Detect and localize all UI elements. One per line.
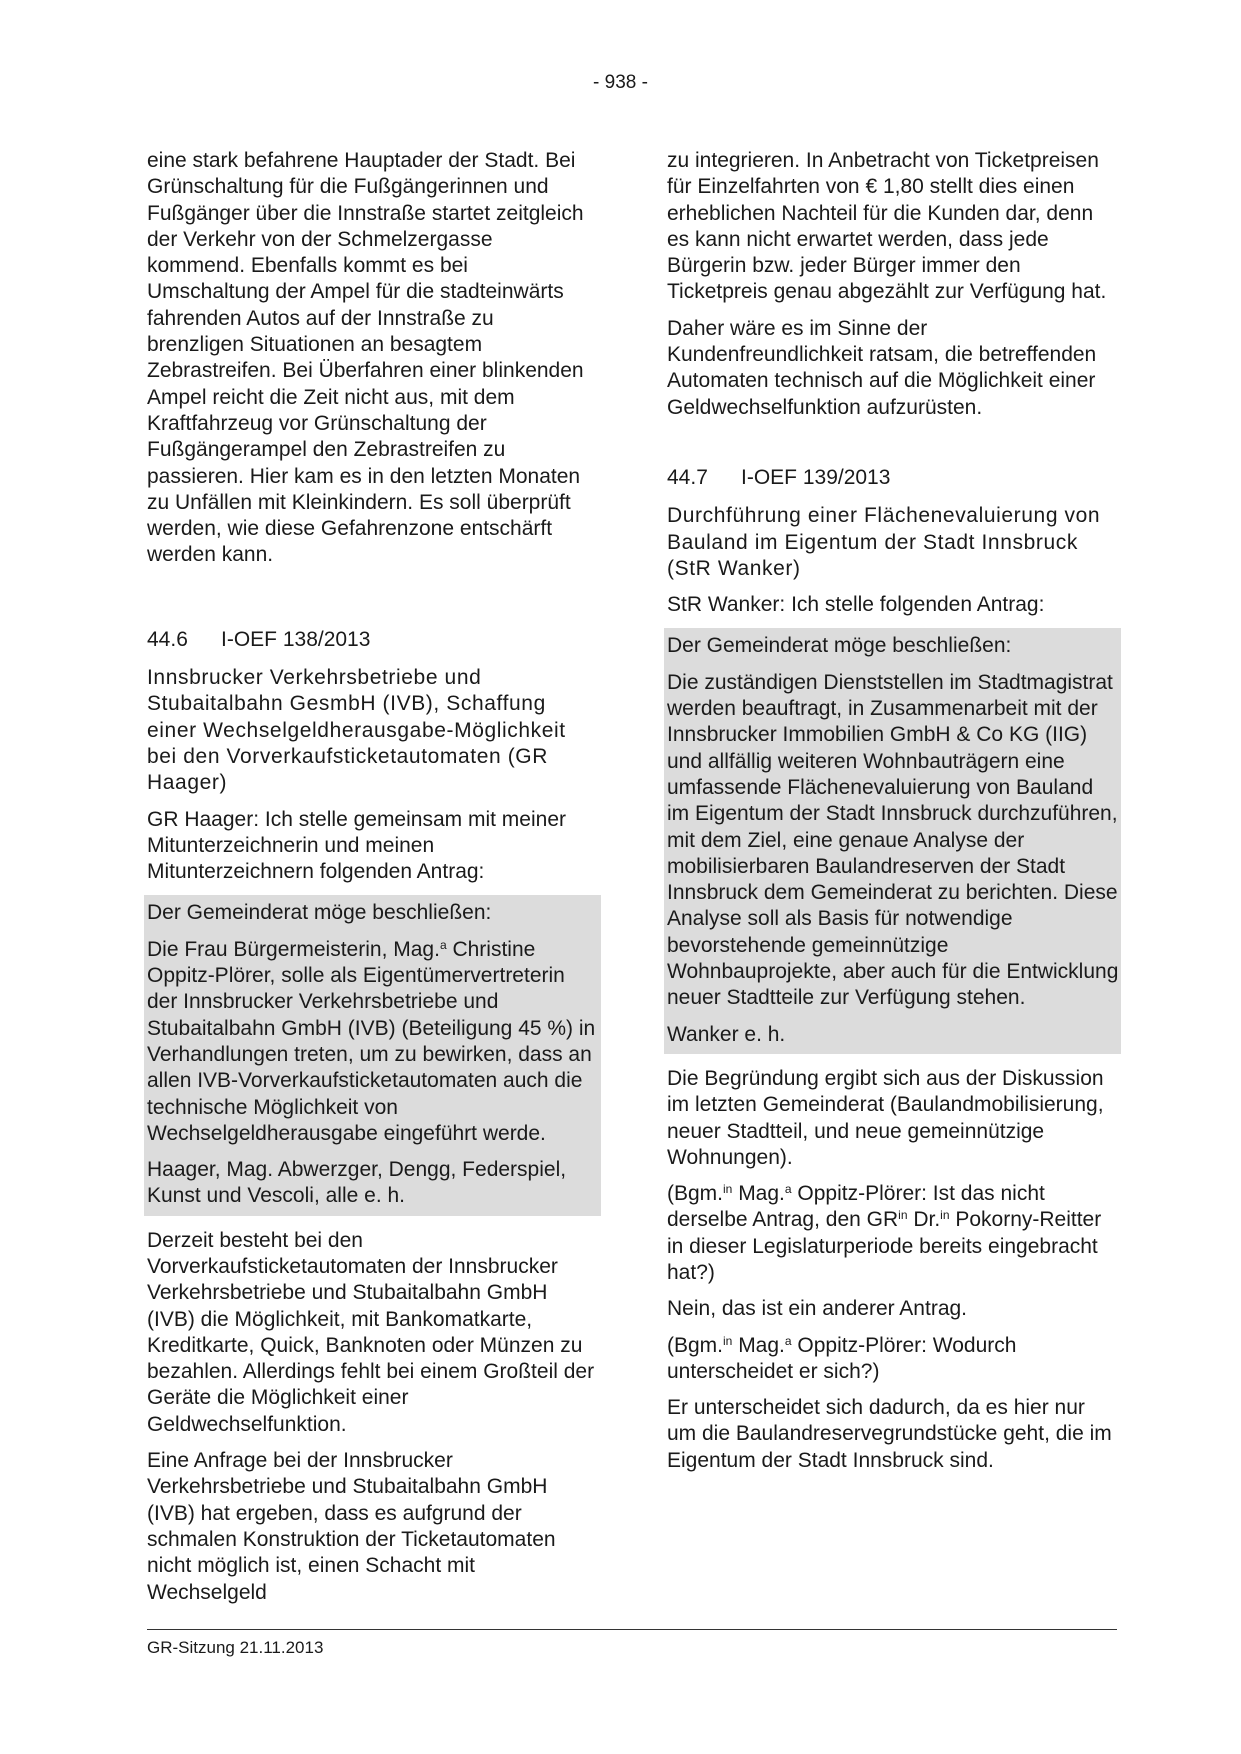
page-number: - 938 - (593, 72, 648, 93)
agenda-item-number: 44.7 (667, 465, 708, 489)
agenda-item-number: 44.6 (147, 627, 188, 651)
body-paragraph: Eine Anfrage bei der Innsbrucker Verkehrsbetriebe und Stubaitalbahn GmbH (IVB) hat ergeben, dass es aufgrund der schmalen Konstruktion der Ticketautomaten nicht möglich ist, einen Schacht mit Wechselgeld (147, 1449, 556, 1604)
motion-intro: StR Wanker: Ich stelle folgenden Antrag: (667, 593, 1045, 617)
agenda-item-code: I-OEF 139/2013 (741, 465, 891, 489)
agenda-item-code: I-OEF 138/2013 (221, 627, 371, 651)
motion-box-signatures: Wanker e. h. (667, 1022, 786, 1046)
motion-box-heading: Der Gemeinderat möge beschließen: (147, 901, 492, 925)
agenda-item-title: Durchführung einer Flächenevaluierung von Bauland im Eigentum der Stadt Innsbruck (StR Wanker) (667, 504, 1101, 580)
question-paragraph: (Bgm.$^{in}$ Mag.$^a$ Oppitz-Plörer: Ist das nicht derselbe Antrag, den $GR^{in}$ Dr.$^{in}$ Pokorny-Reitter in dieser Legislaturperiode bereits eingebracht hat?) (667, 1182, 1102, 1284)
motion-intro: GR Haager: Ich stelle gemeinsam mit meiner Mitunterzeichnerin und meinen Mitunterzeichnern folgenden Antrag: (147, 807, 566, 884)
motion-box-text: Die zuständigen Dienststellen im Stadtmagistrat werden beauftragt, in Zusammenarbeit mit der Innsbrucker Immobilien GmbH & Co KG (IIG) und allfällig weiteren Wohnbauträgern eine umfassende Flächenevaluierung von Bauland im Eigentum der Stadt Innsbruck durchzuführen, mit dem Ziel, eine genaue Analyse der mobilisierbaren Baulandreserven der Stadt Innsbruck dem Gemeinderat zu berichten. Diese Analyse soll als Basis für notwendige bevorstehende gemeinnützige Wohnbauprojekte, aber auch für die Entwicklung neuer Stadtteile zur Verfügung stehen. (667, 670, 1119, 1010)
motion-box-heading: Der Gemeinderat möge beschließen: (667, 634, 1012, 658)
motion-box (664, 628, 1121, 1053)
body-paragraph: Daher wäre es im Sinne der Kundenfreundlichkeit ratsam, die betreffenden Automaten technisch auf die Möglichkeit einer Geldwechselfunktion aufzurüsten. (667, 316, 1097, 419)
intro-paragraph: eine stark befahrene Hauptader der Stadt. Bei Grünschaltung für die Fußgängerinnen und Fußgänger über die Innstraße startet zeitgleich der Verkehr von der Schmelzergasse kommend. Ebenfalls kommt es bei Umschaltung der Ampel für die stadteinwärts fahrenden Autos auf der Innstraße zu brenzligen Situationen an besagtem Zebrastreifen. Bei Überfahren einer blinkenden Ampel reicht die Zeit nicht aus, mit dem Kraftfahrzeug vor Grünschaltung der Fußgängerampel den Zebrastreifen zu passieren. Hier kam es in den letzten Monaten zu Unfällen mit Kleinkindern. Es soll überprüft werden, wie diese Gefahrenzone entschärft werden kann. (147, 149, 584, 567)
left-column (147, 148, 595, 1616)
agenda-item-title: Innsbrucker Verkehrsbetriebe und Stubaitalbahn GesmbH (IVB), Schaffung einer Wechselgeldherausgabe-Möglichkeit bei den Vorverkaufsticketautomaten (GR Haager) (147, 666, 566, 795)
right-column (667, 148, 1119, 1484)
answer-paragraph: Nein, das ist ein anderer Antrag. (667, 1297, 968, 1321)
footer-text: GR-Sitzung 21.11.2013 (147, 1638, 324, 1657)
agenda-item-header (667, 465, 1115, 491)
motion-box-signatures: Haager, Mag. Abwerzger, Dengg, Federspiel, Kunst und Vescoli, alle e. h. (147, 1158, 567, 1208)
agenda-item-header (147, 627, 595, 653)
motion-box-text: Die Frau Bürgermeisterin, Mag.$^a$ Christine Oppitz-Plörer, solle als Eigentümervertreterin der Innsbrucker Verkehrsbetriebe und Stubaitalbahn GmbH (IVB) (Beteiligung 45 %) in Verhandlungen treten, um zu bewirken, dass an allen IVB-Vorverkaufsticketautomaten auch die technische Möglichkeit von Wechselgeldherausgabe eingeführt werde. (147, 937, 596, 1145)
motion-box (144, 895, 601, 1215)
answer-paragraph: Er unterscheidet sich dadurch, da es hier nur um die Baulandreservegrundstücke geht, die im Eigentum der Stadt Innsbruck sind. (667, 1396, 1112, 1472)
question-paragraph: (Bgm.$^{in}$ Mag.$^a$ Oppitz-Plörer: Wodurch unterscheidet er sich?) (667, 1333, 1017, 1383)
body-paragraph: zu integrieren. In Anbetracht von Ticketpreisen für Einzelfahrten von € 1,80 stellt dies einen erheblichen Nachteil für die Kunden dar, denn es kann nicht erwartet werden, dass jede Bürgerin bzw. jeder Bürger immer den Ticketpreis genau abgezählt zur Verfügung hat. (667, 149, 1107, 304)
footer-divider (147, 1629, 1117, 1630)
body-paragraph: Die Begründung ergibt sich aus der Diskussion im letzten Gemeinderat (Baulandmobilisierung, neuer Stadtteil, und neue gemeinnützige Wohnungen). (667, 1066, 1104, 1169)
body-paragraph: Derzeit besteht bei den Vorverkaufsticketautomaten der Innsbrucker Verkehrsbetriebe und Stubaitalbahn GmbH (IVB) die Möglichkeit, mit Bankomatkarte, Kreditkarte, Quick, Banknoten oder Münzen zu bezahlen. Allerdings fehlt bei einem Großteil der Geräte die Möglichkeit einer Geldwechselfunktion. (147, 1228, 595, 1436)
